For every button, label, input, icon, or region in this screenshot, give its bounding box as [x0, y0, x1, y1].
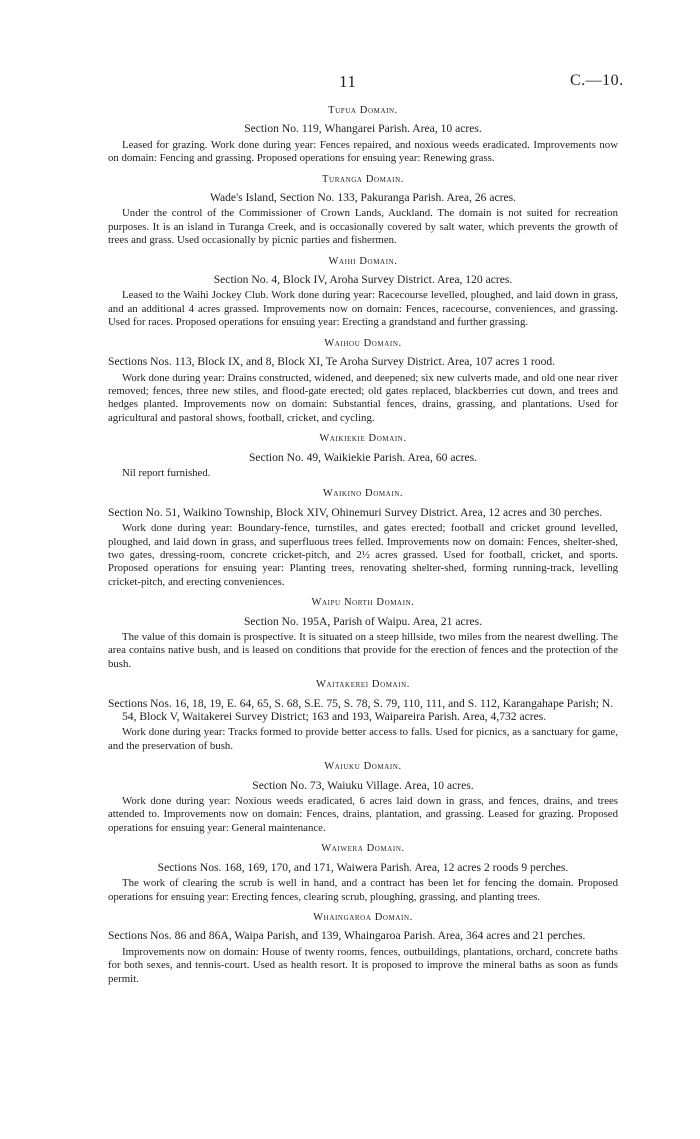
domain-entry-waikiekie — [108, 432, 618, 480]
domain-heading: Waikino Domain. — [322, 488, 404, 500]
domain-report-text: The work of clearing the scrub is well in hand, and a contract has been let for fencing the domain. Proposed operations for ensuing year: Erecting fences, clearing scrub, ploughing, grassing, and planting trees. — [108, 877, 618, 903]
domain-report-text: Nil report furnished. — [122, 466, 211, 479]
domain-report-text: Work done during year: Boundary-fence, turnstiles, and gates erected; football and cricket ground levelled, ploughed, and laid down in grass, and superfluous trees felled. Improvements now on domain: Fences, shelter-shed, two gates, dressing-room, concrete cricket-pitch, and 2½ acres grassed. Used for football, cricket, and sports. Proposed operations for ensuing year: Planting trees, renovating shelter-shed, forming running-track, levelling cricket-pitch, and erecting conveniences. — [108, 522, 618, 588]
domain-location: Sections Nos. 16, 18, 19, E. 64, 65, S. 68, S.E. 75, S. 78, S. 79, 110, 111, and S. 112, Karangahape Parish; N. 54, Block V, Waitakerei Survey District; 163 and 193, Waipareira Parish. Area, 4,732 acres. — [108, 696, 614, 724]
domain-entry-waipu-north — [108, 596, 618, 671]
domain-location: Sections Nos. 168, 169, 170, and 171, Waiwera Parish. Area, 12 acres 2 roods 9 perches. — [157, 860, 569, 874]
domain-entry-whaingaroa — [108, 911, 618, 986]
domain-entry-turanga — [108, 173, 618, 248]
domain-heading: Tupua Domain. — [328, 105, 398, 116]
domain-entry-waitakerei — [108, 678, 618, 753]
domain-report-text: Work done during year: Drains constructed, widened, and deepened; six new culverts made, and old one near river removed; fences, three new stiles, and flood-gate erected; old gates replaced, blackberries cut down, and trees and hedges planted. Improvements now on domain: Substantial fences, drains, grassing, and plantations. Used for agricultural and pastoral shows, football, cricket, and cycling. — [108, 371, 618, 424]
report-reference: C.—10. — [570, 72, 624, 89]
domain-heading: Waihou Domain. — [324, 337, 402, 349]
domain-location: Section No. 4, Block IV, Aroha Survey District. Area, 120 acres. — [213, 273, 513, 287]
domain-entry-waihi — [108, 255, 618, 330]
domain-location: Section No. 119, Whangarei Parish. Area, 10 acres. — [244, 122, 482, 136]
domain-report-text: Work done during year: Tracks formed to provide better access to falls. Used for picnics, as a sanctuary for game, and the preservation of bush. — [108, 726, 618, 752]
domain-heading: Whaingaroa Domain. — [313, 911, 413, 923]
domain-report-text: The value of this domain is prospective. It is situated on a steep hillside, two miles from the nearest dwelling. The area contains native bush, and is leased on conditions that provide for the erection of fences and the protection of the bush. — [108, 631, 618, 670]
domain-entry-waikino — [108, 487, 618, 589]
domain-entry-waihou — [108, 337, 618, 425]
domain-location: Section No. 195A, Parish of Waipu. Area, 21 acres. — [243, 614, 483, 628]
domain-heading: Turanga Domain. — [322, 173, 404, 185]
domain-reports — [108, 104, 618, 993]
domain-heading: Waitakerei Domain. — [315, 679, 411, 691]
page-number: 11 — [339, 72, 357, 91]
domain-entry-waiuku — [108, 760, 618, 835]
domain-report-text: Work done during year: Noxious weeds eradicated, 6 acres laid down in grass, and fences, drains, and trees attended to. Improvements now on domain: Fences, drains, plantation, and grassing. Leased for grazing. Proposed operations for ensuing year: General maintenance. — [108, 795, 618, 834]
domain-entry-waiwera — [108, 842, 618, 904]
domain-heading: Waiuku Domain. — [324, 761, 402, 773]
domain-report-text: Under the control of the Commissioner of Crown Lands, Auckland. The domain is not suited for recreation purposes. It is an island in Turanga Creek, and is occasionally covered by salt water, which prevents the growth of trees and grass. Used occasionally by picnic parties and fishermen. — [108, 207, 618, 247]
domain-heading: Waipu North Domain. — [311, 597, 415, 609]
domain-location: Section No. 49, Waikiekie Parish. Area, 60 acres. — [248, 450, 478, 464]
domain-location: Sections Nos. 86 and 86A, Waipa Parish, and 139, Whaingaroa Parish. Area, 364 acres and 21 perches. — [108, 929, 586, 943]
domain-location: Section No. 73, Waiuku Village. Area, 10 acres. — [252, 778, 474, 792]
domain-report-text: Improvements now on domain: House of twenty rooms, fences, outbuildings, plantations, orchard, concrete baths for both sexes, and tennis-court. Used as health resort. It is proposed to improve the mineral baths as soon as funds permit. — [108, 945, 618, 985]
domain-entry-tupua — [108, 104, 618, 166]
domain-heading: Waiwera Domain. — [321, 843, 405, 855]
domain-report-text: Leased for grazing. Work done during year: Fences repaired, and noxious weeds eradicated. Improvements now on domain: Fencing and grassing. Proposed operations for ensuing year: Renewing grass. — [108, 138, 618, 165]
domain-location: Sections Nos. 113, Block IX, and 8, Block XI, Te Aroha Survey District. Area, 107 acres 1 rood. — [108, 355, 556, 369]
domain-report-text: Leased to the Waihi Jockey Club. Work done during year: Racecourse levelled, ploughed, and laid down in grass, and an additional 4 acres grassed. Improvements now on domain: Fences, racecourse, conveniences, and grassing. Used for races. Proposed operations for ensuing year: Erecting a grandstand and further grassing. — [108, 289, 618, 329]
domain-location: Section No. 51, Waikino Township, Block XIV, Ohinemuri Survey District. Area, 12 acres and 30 perches. — [108, 505, 603, 519]
domain-heading: Waihi Domain. — [328, 255, 398, 267]
domain-location: Wade's Island, Section No. 133, Pakuranga Parish. Area, 26 acres. — [209, 191, 517, 205]
domain-heading: Waikiekie Domain. — [319, 433, 407, 445]
